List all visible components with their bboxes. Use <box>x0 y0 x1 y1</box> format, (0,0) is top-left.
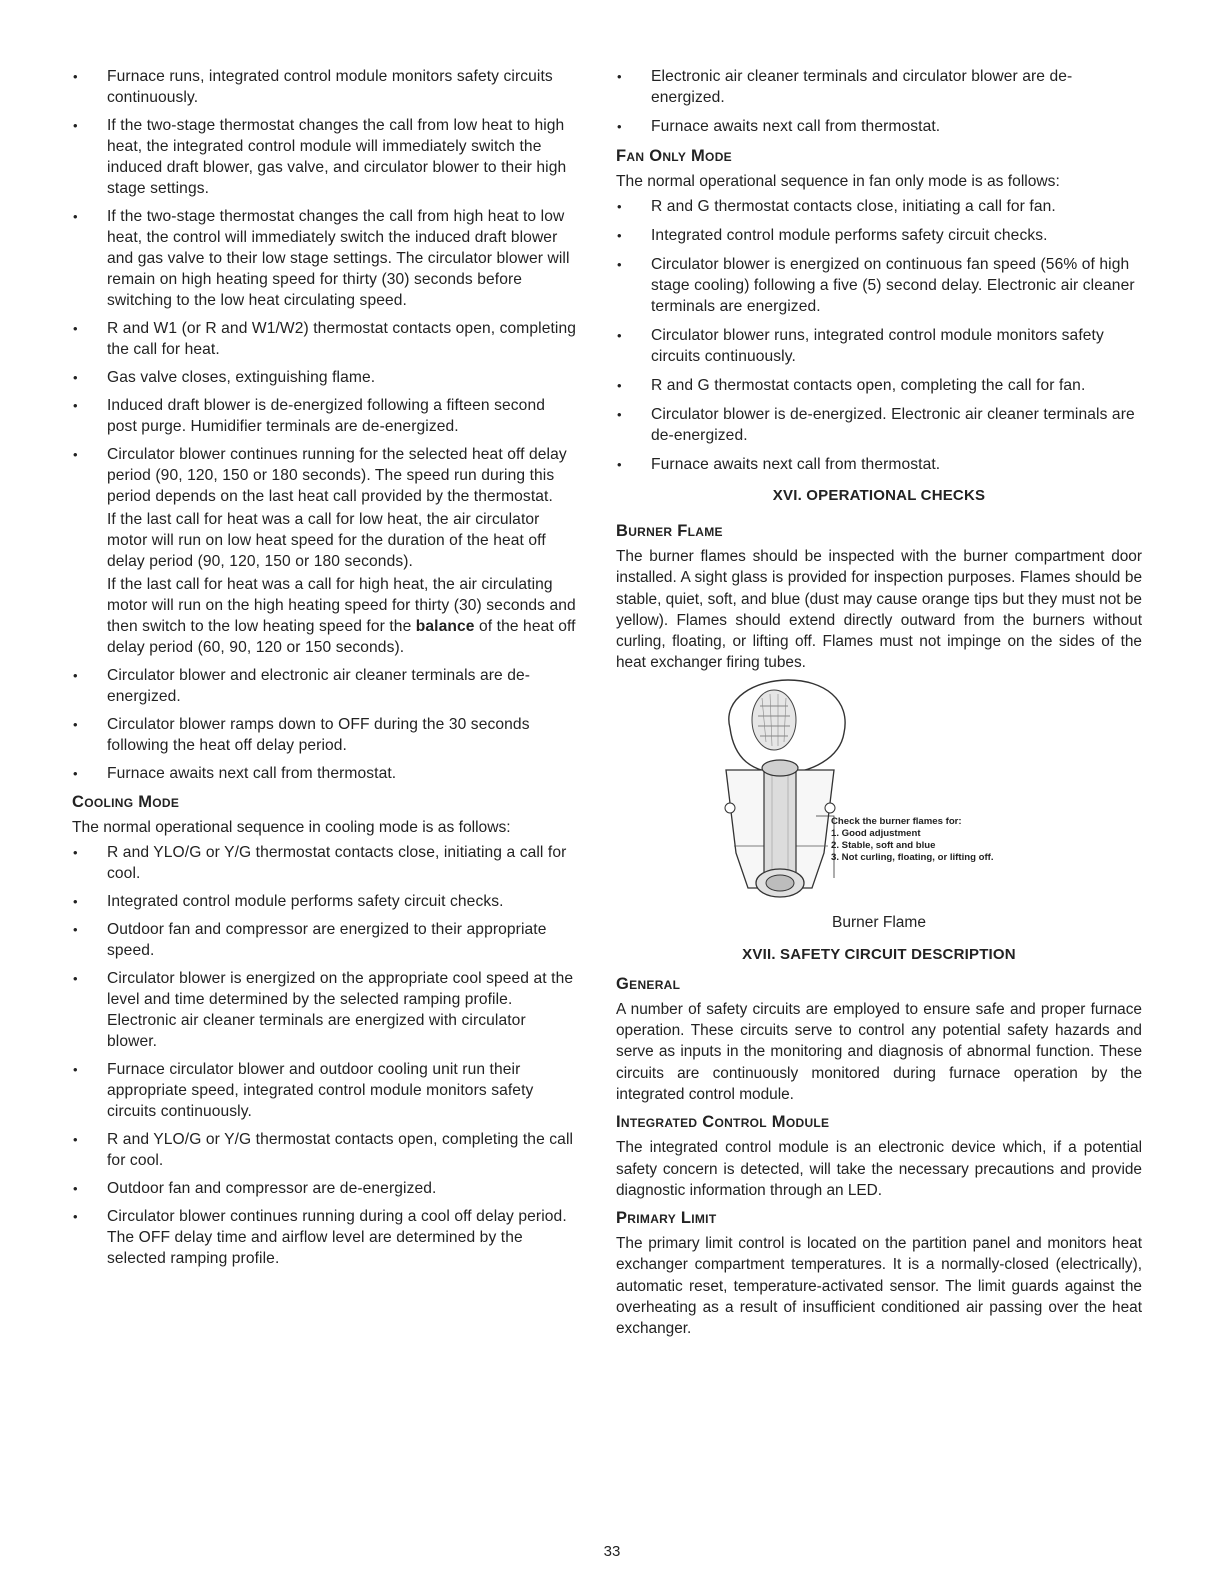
list-item: • R and YLO/G or Y/G thermostat contacts close, initiating a call for cool. <box>72 842 578 884</box>
list-item: • Outdoor fan and compressor are de-energized. <box>72 1178 578 1199</box>
list-item: • Circulator blower is energized on continuous fan speed (56% of high stage cooling) following a five (5) second delay. Electronic air cleaner terminals are energized. <box>616 254 1142 317</box>
list-item: • Induced draft blower is de-energized following a fifteen second post purge. Humidifier terminals are de-energized. <box>72 395 578 437</box>
cooling-mode-heading: Cooling Mode <box>72 793 180 811</box>
checklist-item: 2. Stable, soft and blue <box>831 839 936 851</box>
delay-high-heat-text <box>107 574 578 658</box>
heating-sequence-list <box>72 66 578 784</box>
general-text: A number of safety circuits are employed to ensure safe and proper furnace operation. These circuits serve to control any potential safety hazards and serve as inputs in the monitoring and diagnosis of abnormal function. These circuits are continuously monitored during furnace operation by the integrated control module. <box>616 1000 1142 1103</box>
list-item: • Furnace awaits next call from thermostat. <box>616 454 1142 475</box>
burner-flame-text: The burner flames should be inspected with the burner compartment door installed. A sight glass is provided for inspection purposes. Flames should be stable, quiet, soft, and blue (dust may cause orange tips but they must not be yellow). Flames should extend directly outward from the burners without curling, floating, or lifting off. Flames must not impinge on the sides of the heat exchanger firing tubes. <box>616 548 1142 672</box>
left-column <box>72 66 578 1276</box>
delay-text: • Circulator blower continues running for the selected heat off delay period (90, 120, 150 or 180 seconds). The speed run during this period depends on the last heat call provided by the thermostat. <box>107 446 567 505</box>
list-item: • R and G thermostat contacts open, completing the call for fan. <box>616 375 1142 396</box>
right-column <box>616 66 1142 1344</box>
list-item-heat-off-delay <box>72 444 578 658</box>
burner-flame-figure <box>616 678 1142 906</box>
list-item: • If the two-stage thermostat changes the call from low heat to high heat, the integrated control module will immediately switch the induced draft blower, gas valve, and circulator blower to their high stage settings. <box>72 115 578 199</box>
list-item: • Circulator blower and electronic air cleaner terminals are de-energized. <box>72 665 578 707</box>
cooling-sequence-list <box>72 842 578 1269</box>
list-item: • R and W1 (or R and W1/W2) thermostat contacts open, completing the call for heat. <box>72 318 578 360</box>
list-item: • Integrated control module performs safety circuit checks. <box>72 891 578 912</box>
burner-flame-checklist <box>831 816 994 864</box>
fan-intro: The normal operational sequence in fan only mode is as follows: <box>616 173 1060 190</box>
list-item: • Circulator blower ramps down to OFF during the 30 seconds following the heat off delay period. <box>72 714 578 756</box>
list-item: • Circulator blower continues running during a cool off delay period. The OFF delay time and airflow level are determined by the selected ramping profile. <box>72 1206 578 1269</box>
list-item: • Gas valve closes, extinguishing flame. <box>72 367 578 388</box>
integrated-control-module-heading: Integrated Control Module <box>616 1113 830 1132</box>
list-item: • Furnace awaits next call from thermostat. <box>616 116 1142 137</box>
delay-high-heat-text-b: of the heat off delay period (60, 90, 120 or 150 seconds). <box>107 618 576 656</box>
page-number: 33 <box>603 1543 621 1560</box>
delay-high-heat-bold: balance <box>415 618 475 635</box>
delay-high-heat-text-a: If the last call for heat was a call for high heat, the air circulating motor will run on the high heating speed for thirty (30) seconds and then switch to the low heating speed for the <box>107 576 576 635</box>
burner-illustration <box>716 678 851 906</box>
list-item: • Furnace awaits next call from thermostat. <box>72 763 578 784</box>
delay-low-heat-text: If the last call for heat was a call for low heat, the air circulator motor will run on low heat speed for the duration of the heat off delay period (90, 120, 150 or 180 seconds). <box>107 511 546 570</box>
list-item: • Circulator blower is energized on the appropriate cool speed at the level and time determined by the selected ramping profile. Electronic air cleaner terminals are energized with circulator blower. <box>72 968 578 1052</box>
list-item: • Electronic air cleaner terminals and circulator blower are de-energized. <box>616 66 1142 108</box>
primary-limit-text: The primary limit control is located on the partition panel and monitors heat exchanger compartment temperatures. It is a normally-closed (electrically), automatic reset, temperature-activated sensor. The limit guards against the overheating as a result of insufficient conditioned air passing over the heat exchanger. <box>616 1235 1142 1338</box>
integrated-control-module-text: The integrated control module is an electronic device which, if a potential safety concern is detected, will take the necessary precautions and provide diagnostic information through an LED. <box>616 1139 1142 1199</box>
burner-flame-heading: Burner Flame <box>616 522 723 540</box>
list-item: • Circulator blower is de-energized. Electronic air cleaner terminals are de-energized. <box>616 404 1142 446</box>
list-item: • Furnace circulator blower and outdoor cooling unit run their appropriate speed, integrated control module monitors safety circuits continuously. <box>72 1059 578 1122</box>
primary-limit-heading: Primary Limit <box>616 1209 717 1228</box>
section-17-title: XVII. SAFETY CIRCUIT DESCRIPTION <box>742 945 1016 963</box>
list-item: • Furnace runs, integrated control module monitors safety circuits continuously. <box>72 66 578 108</box>
list-item: • R and YLO/G or Y/G thermostat contacts open, completing the call for cool. <box>72 1129 578 1171</box>
list-item: • Circulator blower runs, integrated control module monitors safety circuits continuously. <box>616 325 1142 367</box>
checklist-item: 1. Good adjustment <box>831 827 921 839</box>
cooling-end-list <box>616 66 1142 137</box>
cooling-intro: The normal operational sequence in cooling mode is as follows: <box>72 819 511 836</box>
list-item: • Outdoor fan and compressor are energized to their appropriate speed. <box>72 919 578 961</box>
fan-only-mode-heading: Fan Only Mode <box>616 147 732 165</box>
checklist-title: Check the burner flames for: <box>831 815 962 827</box>
list-item: • If the two-stage thermostat changes the call from high heat to low heat, the control will immediately switch the induced draft blower and gas valve to their low stage settings. The circulator blower will remain on high heating speed for thirty (30) seconds before switching to the low heat circulating speed. <box>72 206 578 311</box>
fan-sequence-list <box>616 196 1142 475</box>
list-item: • R and G thermostat contacts close, initiating a call for fan. <box>616 196 1142 217</box>
figure-caption: Burner Flame <box>832 913 926 931</box>
list-item: • Integrated control module performs safety circuit checks. <box>616 225 1142 246</box>
section-16-title: XVI. OPERATIONAL CHECKS <box>772 487 986 504</box>
general-heading: General <box>616 974 681 993</box>
checklist-item: 3. Not curling, floating, or lifting off. <box>831 851 994 863</box>
